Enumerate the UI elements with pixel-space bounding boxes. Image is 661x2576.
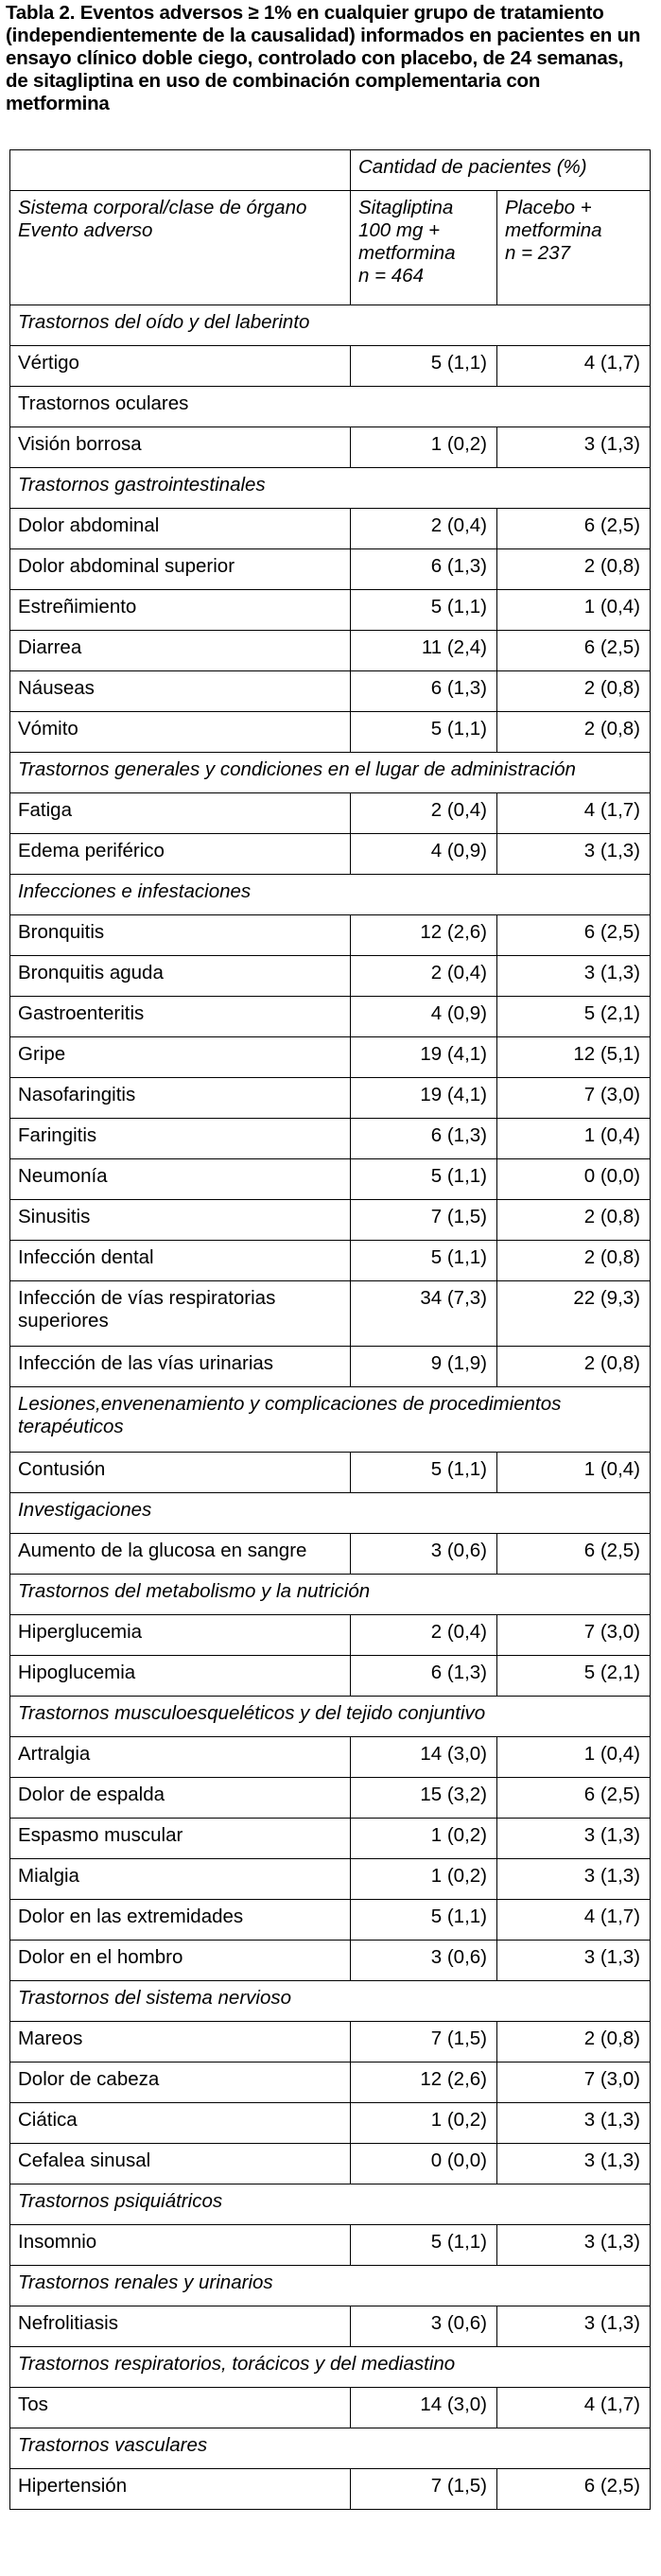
header-empty-cell	[10, 150, 351, 191]
sitagliptin-value: 5 (1,1)	[351, 1159, 497, 1200]
sitagliptin-value: 7 (1,5)	[351, 1200, 497, 1241]
category-label: Trastornos gastrointestinales	[10, 468, 651, 509]
table-row	[10, 2063, 651, 2103]
sitagliptin-value: 2 (0,4)	[351, 509, 497, 549]
event-label: Bronquitis aguda	[10, 956, 351, 997]
category-label: Lesiones,envenenamiento y complicaciones de procedimientos terapéuticos	[10, 1387, 651, 1453]
header-col-sitagliptin: Sitagliptina 100 mg + metformina n = 464	[351, 191, 497, 305]
placebo-value: 7 (3,0)	[497, 1078, 651, 1119]
placebo-value: 2 (0,8)	[497, 712, 651, 753]
placebo-value: 1 (0,4)	[497, 1453, 651, 1493]
event-label: Dolor en las extremidades	[10, 1900, 351, 1941]
sitagliptin-value: 6 (1,3)	[351, 549, 497, 590]
category-row	[10, 875, 651, 915]
sitagliptin-value: 15 (3,2)	[351, 1778, 497, 1819]
sitagliptin-value: 1 (0,2)	[351, 2103, 497, 2144]
placebo-value: 2 (0,8)	[497, 1200, 651, 1241]
event-label: Estreñimiento	[10, 590, 351, 631]
event-label: Aumento de la glucosa en sangre	[10, 1534, 351, 1575]
event-label: Neumonía	[10, 1159, 351, 1200]
placebo-value: 6 (2,5)	[497, 1778, 651, 1819]
category-row	[10, 1575, 651, 1615]
sitagliptin-value: 4 (0,9)	[351, 834, 497, 875]
table-row	[10, 2225, 651, 2266]
table-row	[10, 1159, 651, 1200]
event-label: Mialgia	[10, 1859, 351, 1900]
event-label: Nefrolitiasis	[10, 2306, 351, 2347]
event-label: Bronquitis	[10, 915, 351, 956]
sitagliptin-value: 3 (0,6)	[351, 2306, 497, 2347]
event-label: Cefalea sinusal	[10, 2144, 351, 2184]
table-row	[10, 2469, 651, 2510]
event-label: Dolor de cabeza	[10, 2063, 351, 2103]
category-label: Trastornos musculoesqueléticos y del tejido conjuntivo	[10, 1697, 651, 1737]
sitagliptin-value: 6 (1,3)	[351, 1656, 497, 1697]
sitagliptin-value: 7 (1,5)	[351, 2469, 497, 2510]
header-col-placebo: Placebo + metformina n = 237	[497, 191, 651, 305]
placebo-value: 2 (0,8)	[497, 2022, 651, 2063]
sitagliptin-value: 14 (3,0)	[351, 1737, 497, 1778]
placebo-value: 4 (1,7)	[497, 346, 651, 387]
category-row	[10, 468, 651, 509]
category-label: Trastornos del sistema nervioso	[10, 1981, 651, 2022]
category-row	[10, 2266, 651, 2306]
table-row	[10, 956, 651, 997]
placebo-value: 6 (2,5)	[497, 509, 651, 549]
category-label: Trastornos renales y urinarios	[10, 2266, 651, 2306]
category-label: Trastornos vasculares	[10, 2428, 651, 2469]
table-row	[10, 793, 651, 834]
category-row	[10, 387, 651, 427]
event-label: Infección de vías respiratorias superiores	[10, 1281, 351, 1347]
table-row	[10, 712, 651, 753]
category-label: Trastornos generales y condiciones en el lugar de administración	[10, 753, 651, 793]
placebo-value: 6 (2,5)	[497, 915, 651, 956]
sitagliptin-value: 2 (0,4)	[351, 1615, 497, 1656]
sitagliptin-value: 3 (0,6)	[351, 1941, 497, 1981]
table-row	[10, 2103, 651, 2144]
placebo-value: 3 (1,3)	[497, 2225, 651, 2266]
table-row	[10, 834, 651, 875]
sitagliptin-value: 2 (0,4)	[351, 956, 497, 997]
category-row	[10, 1387, 651, 1453]
category-label: Trastornos oculares	[10, 387, 651, 427]
table-row	[10, 1534, 651, 1575]
placebo-value: 4 (1,7)	[497, 2388, 651, 2428]
table-row	[10, 915, 651, 956]
event-label: Hiperglucemia	[10, 1615, 351, 1656]
table-row	[10, 1941, 651, 1981]
event-label: Vértigo	[10, 346, 351, 387]
sitagliptin-value: 5 (1,1)	[351, 2225, 497, 2266]
table-row	[10, 1078, 651, 1119]
sitagliptin-value: 4 (0,9)	[351, 997, 497, 1037]
event-label: Visión borrosa	[10, 427, 351, 468]
sitagliptin-value: 12 (2,6)	[351, 2063, 497, 2103]
placebo-value: 1 (0,4)	[497, 1737, 651, 1778]
placebo-value: 22 (9,3)	[497, 1281, 651, 1347]
placebo-value: 3 (1,3)	[497, 1859, 651, 1900]
table-row	[10, 1615, 651, 1656]
table-row	[10, 1241, 651, 1281]
placebo-value: 4 (1,7)	[497, 793, 651, 834]
event-label: Hipertensión	[10, 2469, 351, 2510]
sitagliptin-value: 19 (4,1)	[351, 1078, 497, 1119]
event-label: Faringitis	[10, 1119, 351, 1159]
event-label: Dolor abdominal	[10, 509, 351, 549]
sitagliptin-value: 9 (1,9)	[351, 1347, 497, 1387]
table-row	[10, 1037, 651, 1078]
sitagliptin-value: 6 (1,3)	[351, 671, 497, 712]
sitagliptin-value: 6 (1,3)	[351, 1119, 497, 1159]
table-header-row-1	[10, 150, 651, 191]
event-label: Dolor en el hombro	[10, 1941, 351, 1981]
event-label: Artralgia	[10, 1737, 351, 1778]
placebo-value: 4 (1,7)	[497, 1900, 651, 1941]
placebo-value: 7 (3,0)	[497, 2063, 651, 2103]
event-label: Insomnio	[10, 2225, 351, 2266]
table-row	[10, 1347, 651, 1387]
sitagliptin-value: 1 (0,2)	[351, 1859, 497, 1900]
event-label: Edema periférico	[10, 834, 351, 875]
sitagliptin-value: 3 (0,6)	[351, 1534, 497, 1575]
placebo-value: 2 (0,8)	[497, 1347, 651, 1387]
placebo-value: 7 (3,0)	[497, 1615, 651, 1656]
sitagliptin-value: 14 (3,0)	[351, 2388, 497, 2428]
sitagliptin-value: 11 (2,4)	[351, 631, 497, 671]
table-row	[10, 671, 651, 712]
event-label: Infección dental	[10, 1241, 351, 1281]
sitagliptin-value: 5 (1,1)	[351, 712, 497, 753]
category-label: Trastornos del oído y del laberinto	[10, 305, 651, 346]
category-row	[10, 2347, 651, 2388]
event-label: Nasofaringitis	[10, 1078, 351, 1119]
event-label: Mareos	[10, 2022, 351, 2063]
category-label: Trastornos respiratorios, torácicos y del mediastino	[10, 2347, 651, 2388]
placebo-value: 2 (0,8)	[497, 671, 651, 712]
category-row	[10, 2428, 651, 2469]
placebo-value: 3 (1,3)	[497, 1941, 651, 1981]
category-label: Trastornos del metabolismo y la nutrición	[10, 1575, 651, 1615]
table-row	[10, 1656, 651, 1697]
table-row	[10, 1859, 651, 1900]
table-row	[10, 1281, 651, 1347]
event-label: Dolor de espalda	[10, 1778, 351, 1819]
event-label: Gripe	[10, 1037, 351, 1078]
event-label: Contusión	[10, 1453, 351, 1493]
sitagliptin-value: 1 (0,2)	[351, 427, 497, 468]
table-row	[10, 549, 651, 590]
sitagliptin-value: 7 (1,5)	[351, 2022, 497, 2063]
table-row	[10, 2388, 651, 2428]
event-label: Náuseas	[10, 671, 351, 712]
header-span-label: Cantidad de pacientes (%)	[351, 150, 651, 191]
placebo-value: 6 (2,5)	[497, 1534, 651, 1575]
placebo-value: 5 (2,1)	[497, 1656, 651, 1697]
table-row	[10, 997, 651, 1037]
placebo-value: 1 (0,4)	[497, 1119, 651, 1159]
category-row	[10, 1493, 651, 1534]
adverse-events-table	[9, 149, 651, 2510]
table-row	[10, 631, 651, 671]
category-row	[10, 753, 651, 793]
table-row	[10, 2144, 651, 2184]
event-label: Dolor abdominal superior	[10, 549, 351, 590]
placebo-value: 3 (1,3)	[497, 956, 651, 997]
table-row	[10, 1900, 651, 1941]
event-label: Infección de las vías urinarias	[10, 1347, 351, 1387]
table-row	[10, 1453, 651, 1493]
table-header-row-2	[10, 191, 651, 305]
category-label: Investigaciones	[10, 1493, 651, 1534]
placebo-value: 1 (0,4)	[497, 590, 651, 631]
placebo-value: 12 (5,1)	[497, 1037, 651, 1078]
event-label: Sinusitis	[10, 1200, 351, 1241]
sitagliptin-value: 5 (1,1)	[351, 1453, 497, 1493]
event-label: Espasmo muscular	[10, 1819, 351, 1859]
event-label: Ciática	[10, 2103, 351, 2144]
event-label: Tos	[10, 2388, 351, 2428]
table-row	[10, 1200, 651, 1241]
placebo-value: 3 (1,3)	[497, 1819, 651, 1859]
category-row	[10, 1981, 651, 2022]
category-label: Infecciones e infestaciones	[10, 875, 651, 915]
placebo-value: 6 (2,5)	[497, 631, 651, 671]
table-row	[10, 1737, 651, 1778]
table-row	[10, 509, 651, 549]
sitagliptin-value: 5 (1,1)	[351, 590, 497, 631]
sitagliptin-value: 0 (0,0)	[351, 2144, 497, 2184]
sitagliptin-value: 1 (0,2)	[351, 1819, 497, 1859]
sitagliptin-value: 12 (2,6)	[351, 915, 497, 956]
table-row	[10, 1819, 651, 1859]
header-col-system: Sistema corporal/clase de órgano Evento adverso	[10, 191, 351, 305]
placebo-value: 3 (1,3)	[497, 834, 651, 875]
category-row	[10, 1697, 651, 1737]
table-row	[10, 2022, 651, 2063]
placebo-value: 3 (1,3)	[497, 2103, 651, 2144]
table-row	[10, 590, 651, 631]
placebo-value: 5 (2,1)	[497, 997, 651, 1037]
sitagliptin-value: 5 (1,1)	[351, 1241, 497, 1281]
table-row	[10, 1778, 651, 1819]
placebo-value: 3 (1,3)	[497, 2306, 651, 2347]
placebo-value: 3 (1,3)	[497, 2144, 651, 2184]
event-label: Gastroenteritis	[10, 997, 351, 1037]
table-row	[10, 346, 651, 387]
sitagliptin-value: 5 (1,1)	[351, 346, 497, 387]
sitagliptin-value: 34 (7,3)	[351, 1281, 497, 1347]
category-label: Trastornos psiquiátricos	[10, 2184, 651, 2225]
placebo-value: 2 (0,8)	[497, 549, 651, 590]
placebo-value: 3 (1,3)	[497, 427, 651, 468]
sitagliptin-value: 19 (4,1)	[351, 1037, 497, 1078]
placebo-value: 6 (2,5)	[497, 2469, 651, 2510]
sitagliptin-value: 2 (0,4)	[351, 793, 497, 834]
sitagliptin-value: 5 (1,1)	[351, 1900, 497, 1941]
placebo-value: 0 (0,0)	[497, 1159, 651, 1200]
table-row	[10, 2306, 651, 2347]
event-label: Vómito	[10, 712, 351, 753]
event-label: Hipoglucemia	[10, 1656, 351, 1697]
category-row	[10, 305, 651, 346]
table-row	[10, 1119, 651, 1159]
placebo-value: 2 (0,8)	[497, 1241, 651, 1281]
table-row	[10, 427, 651, 468]
event-label: Diarrea	[10, 631, 351, 671]
event-label: Fatiga	[10, 793, 351, 834]
table-caption: Tabla 2. Eventos adversos ≥ 1% en cualquier grupo de tratamiento (independientemente de la causalidad) informados en pacientes en un ensayo clínico doble ciego, controlado con placebo, de 24 semanas, de sitagliptina en uso de combinación complementaria con metformina	[6, 2, 641, 114]
category-row	[10, 2184, 651, 2225]
